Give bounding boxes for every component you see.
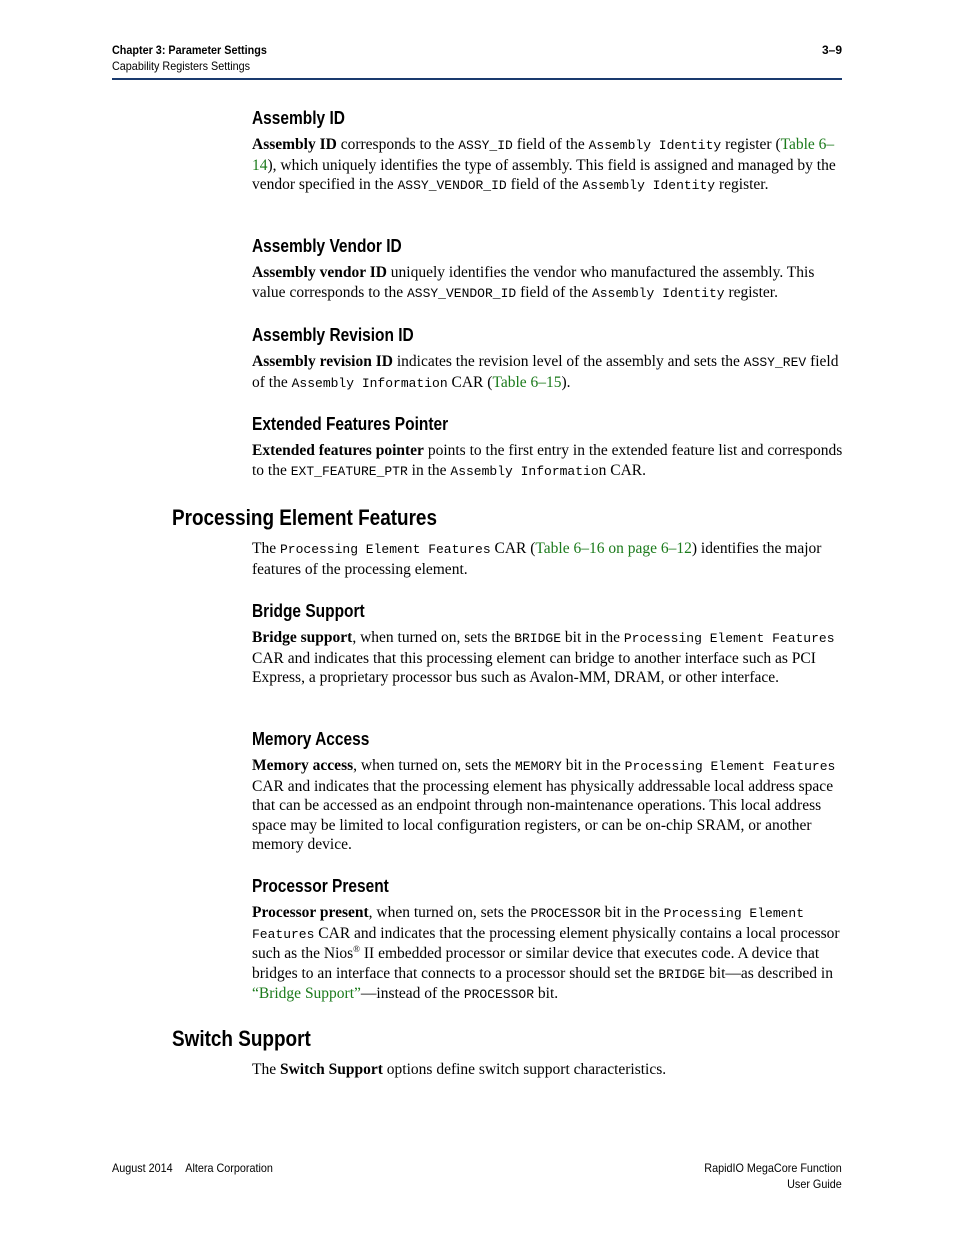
text: bit in the <box>561 757 625 774</box>
heading-processing-element-features: Processing Element Features <box>172 505 437 530</box>
text: register ( <box>721 136 781 153</box>
text: The <box>252 1061 280 1078</box>
term: Extended features pointer <box>252 442 424 459</box>
chapter-title: Chapter 3: Parameter Settings <box>112 43 267 57</box>
text: bit in the <box>600 904 664 921</box>
page-header <box>112 42 842 80</box>
footer-doc-type: User Guide <box>787 1177 842 1191</box>
code-term: Assembly Identity <box>588 138 722 153</box>
text: options define switch support characteristics. <box>382 1061 667 1078</box>
footer-company: Altera Corporation <box>185 1161 273 1175</box>
code-term: Processing Element Features <box>624 759 836 774</box>
paragraph-processing-element-features <box>252 539 846 579</box>
paragraph-assembly-revision-id <box>252 352 846 393</box>
text: bit—as described in <box>705 964 833 982</box>
code-term: ASSY_VENDOR_ID <box>406 285 517 301</box>
text: register. <box>715 176 769 193</box>
code-term: Assembly Informatio <box>450 463 599 479</box>
paragraph-bridge-support <box>252 628 846 688</box>
code-term: EXT_FEATURE_PTR <box>290 463 408 479</box>
paragraph-extended-features-pointer <box>252 441 846 481</box>
text: CAR and indicates that the processing element physically contains a local processor such as the Nios <box>252 924 840 962</box>
text: register. <box>724 283 778 301</box>
text: bit. <box>534 985 559 1002</box>
term: Bridge support <box>252 629 353 646</box>
text: points to the first entry in the extended feature list and corresponds to the <box>252 442 843 479</box>
code-term: ASSY_VENDOR_ID <box>397 178 507 193</box>
heading-assembly-vendor-id: Assembly Vendor ID <box>252 236 402 256</box>
registered-mark: ® <box>353 943 361 954</box>
heading-memory-access: Memory Access <box>252 729 370 749</box>
heading-assembly-revision-id: Assembly Revision ID <box>252 325 414 345</box>
text: CAR ( <box>490 540 536 557</box>
code-term: PROCESSOR <box>530 906 601 921</box>
paragraph-assembly-id <box>252 135 846 196</box>
section-title: Capability Registers Settings <box>112 59 251 73</box>
text: ). <box>561 373 571 391</box>
table-link[interactable]: Table 6–16 on page 6–12 <box>535 540 692 557</box>
text: field of the <box>252 353 839 391</box>
text: bit in the <box>561 629 624 646</box>
bridge-support-link[interactable]: “Bridge Support” <box>252 985 361 1002</box>
code-term: PROCESSOR <box>463 987 535 1002</box>
page-number: 3–9 <box>821 43 842 57</box>
term: Assembly vendor ID <box>252 264 387 281</box>
text: field of the <box>506 176 583 193</box>
term: Assembly revision ID <box>252 353 393 370</box>
text: , when turned on, sets the <box>352 629 515 646</box>
text: ) identifies the major features of the processing element. <box>252 540 822 578</box>
code-term: Assembly Information <box>291 375 448 391</box>
text: , when turned on, sets the <box>368 904 531 921</box>
paragraph-processor-present <box>252 903 846 1005</box>
text: field of the <box>516 283 592 301</box>
table-link[interactable]: Table 6–15 <box>492 373 562 391</box>
heading-processor-present: Processor Present <box>252 876 389 896</box>
text: field of the <box>512 136 589 153</box>
code-term: ASSY_ID <box>458 138 513 153</box>
text: CAR and indicates that this processing element can bridge to another interface such as PCI Express, a proprietary processor bus such as Avalon-MM, DRAM, or other interface. <box>252 649 816 686</box>
text: uniquely identifies the vendor who manufactured the assembly. This value corresponds to the <box>252 264 815 301</box>
text: n CAR. <box>598 461 647 479</box>
heading-bridge-support: Bridge Support <box>252 601 365 621</box>
code-term: BRIDGE <box>514 631 562 646</box>
text: corresponds to the <box>336 136 459 153</box>
footer-left <box>112 1160 273 1176</box>
code-term: MEMORY <box>515 759 562 774</box>
heading-switch-support: Switch Support <box>172 1026 311 1051</box>
code-term: Processing Element Features <box>623 631 835 646</box>
paragraph-memory-access <box>252 756 846 855</box>
footer-product: RapidIO MegaCore Function <box>704 1161 842 1175</box>
text: —instead of the <box>360 985 464 1002</box>
text: CAR ( <box>447 373 493 391</box>
paragraph-switch-support <box>252 1060 846 1080</box>
table-link[interactable]: Table 6–14 <box>252 136 835 174</box>
paragraph-assembly-vendor-id <box>252 263 846 303</box>
heading-assembly-id: Assembly ID <box>252 108 345 128</box>
term: Memory access <box>252 757 354 774</box>
code-term: ASSY_REV <box>743 355 807 370</box>
heading-extended-features-pointer: Extended Features Pointer <box>252 414 449 434</box>
text: II embedded processor or similar device that executes code. A device that bridges to an interface that connects to a processor should set the <box>252 945 820 982</box>
term: Assembly ID <box>252 136 337 153</box>
text: , when turned on, sets the <box>353 757 515 774</box>
footer-right <box>705 1160 842 1192</box>
code-term: Assembly Identity <box>582 178 716 193</box>
footer-date: August 2014 <box>112 1161 173 1175</box>
text: The <box>252 540 280 557</box>
text: indicates the revision level of the assembly and sets the <box>392 353 744 370</box>
term: Processor present <box>252 904 369 921</box>
code-term: Processing Element Features <box>252 906 805 942</box>
text: in the <box>407 461 451 479</box>
code-term: Assembly Identity <box>591 285 725 301</box>
code-term: BRIDGE <box>658 966 706 982</box>
term: Switch Support <box>279 1061 383 1078</box>
text: CAR and indicates that the processing element has physically addressable local address space that can be accessed as an endpoint through non-maintenance operations. This local address space may be limited to local configuration registers, or can be on-chip SRAM, or another memory device. <box>252 777 834 853</box>
text: ), which uniquely identifies the type of assembly. This field is assigned and managed by the vendor specified in the <box>252 156 836 193</box>
code-term: Processing Element Features <box>279 542 491 557</box>
